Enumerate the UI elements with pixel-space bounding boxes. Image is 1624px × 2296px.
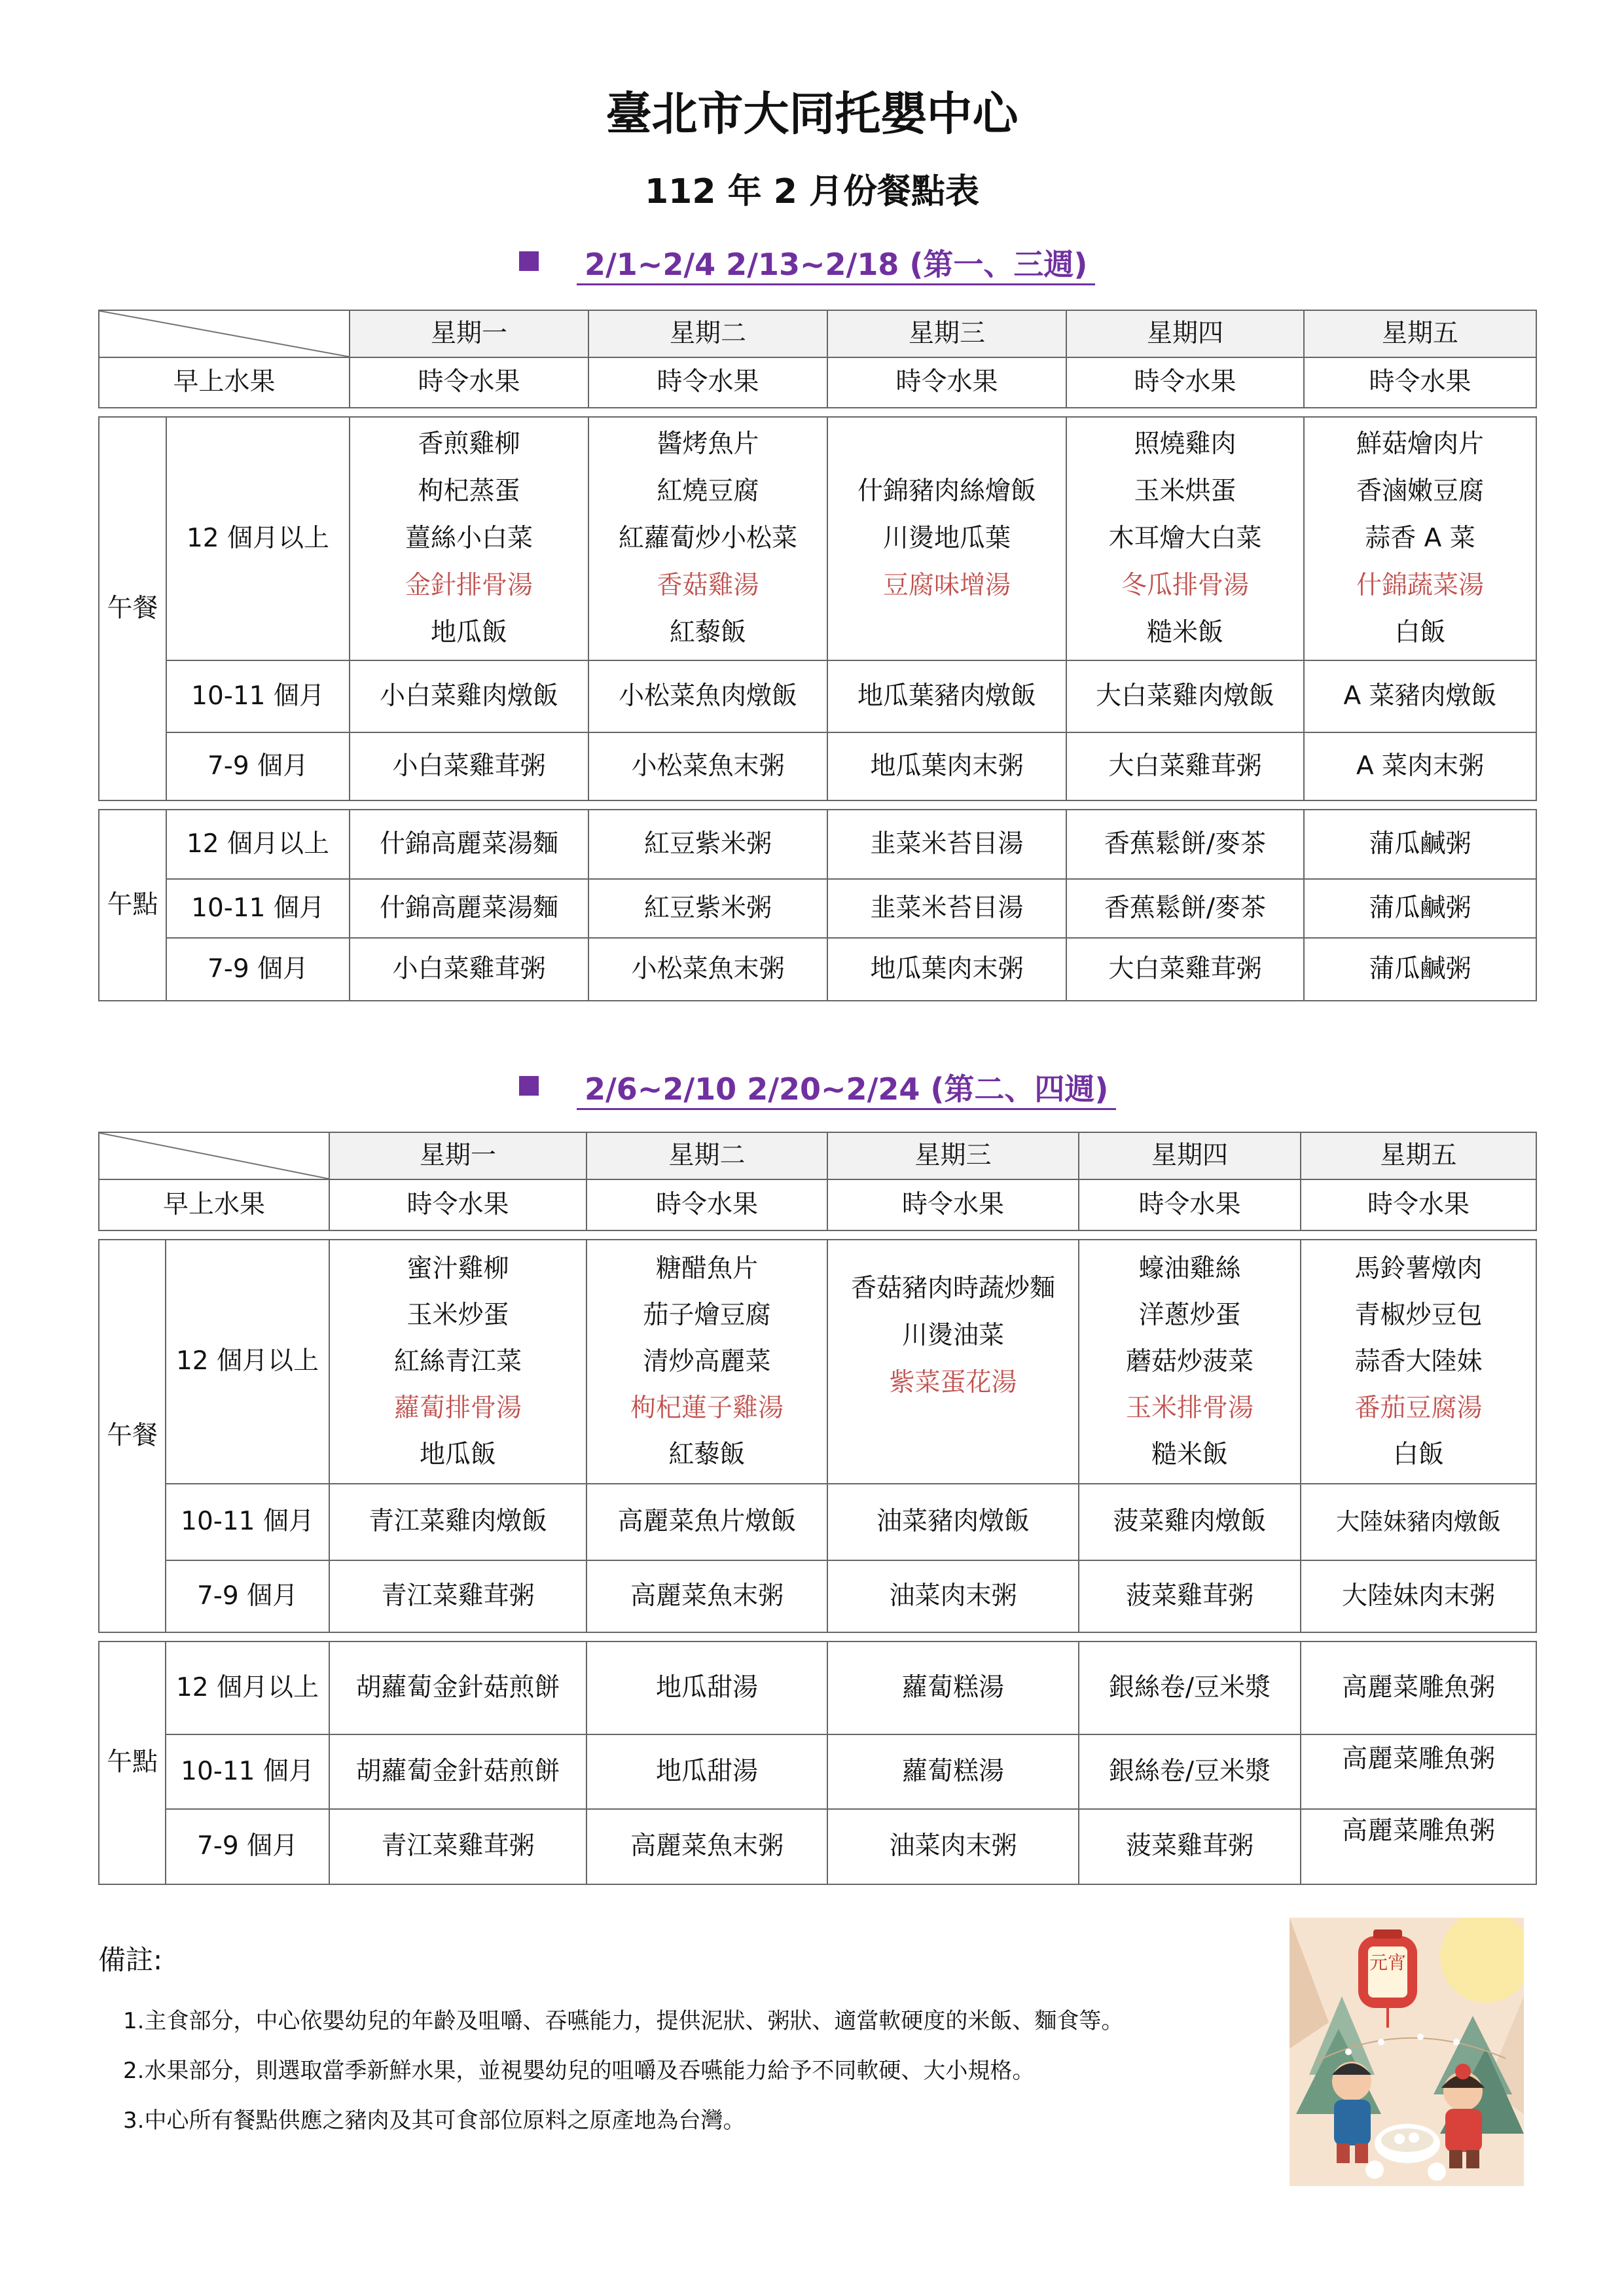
snack-cell: 蘿蔔糕湯 bbox=[827, 1734, 1079, 1809]
dish: 蜜汁雞柳 bbox=[406, 1254, 509, 1283]
age-label: 10-11 個月 bbox=[166, 1734, 329, 1809]
dish: 川燙油菜 bbox=[901, 1321, 1004, 1350]
fruit-cell: 時令水果 bbox=[1066, 357, 1304, 408]
dish: 洋蔥炒蛋 bbox=[1138, 1300, 1241, 1330]
soup: 什錦蔬菜湯 bbox=[1356, 571, 1484, 600]
lunch-cell-tue bbox=[586, 1240, 827, 1484]
dish: 什錦豬肉絲燴飯 bbox=[857, 476, 1036, 506]
snack-cell: 什錦高麗菜湯麵 bbox=[350, 879, 588, 938]
snack-row-7m bbox=[99, 1809, 1536, 1884]
day-header: 星期三 bbox=[827, 310, 1066, 357]
snack-cell: 蒲瓜鹹粥 bbox=[1304, 879, 1536, 938]
age-label: 12 個月以上 bbox=[166, 1641, 329, 1734]
lunch-row-10m bbox=[99, 660, 1536, 732]
day-header: 星期一 bbox=[350, 310, 588, 357]
fruit-cell: 時令水果 bbox=[1079, 1179, 1301, 1230]
week-a-label: 2/1~2/4 2/13~2/18 (第一、三週) bbox=[577, 247, 1095, 285]
lunch-cell: 小松菜魚末粥 bbox=[588, 732, 827, 800]
lunch-cell: 小松菜魚肉燉飯 bbox=[588, 660, 827, 732]
lunch-cell: 高麗菜魚末粥 bbox=[586, 1560, 827, 1632]
snack-cell: 地瓜甜湯 bbox=[586, 1641, 827, 1734]
lunch-cell: 大陸妹肉末粥 bbox=[1301, 1560, 1536, 1632]
fruit-cell: 時令水果 bbox=[1304, 357, 1536, 408]
week-a-heading bbox=[519, 241, 1095, 284]
lunch-row-12m bbox=[99, 417, 1536, 660]
age-label: 7-9 個月 bbox=[166, 938, 350, 1001]
fruit-cell: 時令水果 bbox=[827, 357, 1066, 408]
soup: 金針排骨湯 bbox=[405, 571, 533, 600]
day-header: 星期五 bbox=[1301, 1132, 1536, 1179]
square-bullet-icon bbox=[519, 1076, 539, 1096]
dish: 香滷嫩豆腐 bbox=[1356, 476, 1484, 506]
soup: 紫菜蛋花湯 bbox=[889, 1368, 1017, 1397]
day-header: 星期一 bbox=[329, 1132, 586, 1179]
note-item: 2.水果部分，則選取當季新鮮水果，並視嬰幼兒的咀嚼及吞嚥能力給予不同軟硬、大小規格。 bbox=[123, 2058, 1035, 2084]
snack-cell: 紅豆紫米粥 bbox=[588, 810, 827, 879]
soup: 蘿蔔排骨湯 bbox=[393, 1393, 522, 1423]
soup: 冬瓜排骨湯 bbox=[1121, 571, 1249, 600]
dish: 清炒高麗菜 bbox=[643, 1347, 771, 1376]
soup: 豆腐味增湯 bbox=[882, 571, 1011, 600]
lunch-cell: 油菜豬肉燉飯 bbox=[827, 1484, 1079, 1560]
separator-row bbox=[99, 408, 1536, 417]
lunch-cell: 青江菜雞茸粥 bbox=[329, 1560, 586, 1632]
snack-cell: 高麗菜雕魚粥 bbox=[1301, 1809, 1536, 1884]
lunch-cell: A 菜肉末粥 bbox=[1304, 732, 1536, 800]
fruit-cell: 時令水果 bbox=[586, 1179, 827, 1230]
staple: 糙米飯 bbox=[1151, 1440, 1228, 1469]
week-b-label: 2/6~2/10 2/20~2/24 (第二、四週) bbox=[577, 1071, 1116, 1110]
snack-cell: 紅豆紫米粥 bbox=[588, 879, 827, 938]
soup: 玉米排骨湯 bbox=[1125, 1393, 1254, 1423]
note-item: 1.主食部分，中心依嬰幼兒的年齡及咀嚼、吞嚥能力，提供泥狀、粥狀、適當軟硬度的米飯、麵食等。 bbox=[123, 2008, 1124, 2034]
staple: 地瓜飯 bbox=[430, 618, 507, 647]
week-b-heading bbox=[519, 1066, 1116, 1109]
snack-cell: 韭菜米苔目湯 bbox=[827, 810, 1066, 879]
dish: 蒜香大陸妹 bbox=[1354, 1347, 1483, 1376]
dish: 香煎雞柳 bbox=[418, 429, 520, 459]
snack-cell: 胡蘿蔔金針菇煎餅 bbox=[329, 1734, 586, 1809]
snack-cell: 香蕉鬆餅/麥茶 bbox=[1066, 879, 1304, 938]
dish: 照燒雞肉 bbox=[1134, 429, 1236, 459]
lunch-label: 午餐 bbox=[99, 1240, 166, 1632]
lunch-cell-fri bbox=[1301, 1240, 1536, 1484]
lunch-row-7m bbox=[99, 732, 1536, 800]
snack-cell: 什錦高麗菜湯麵 bbox=[350, 810, 588, 879]
snack-row-10m bbox=[99, 879, 1536, 938]
snack-cell: 蒲瓜鹹粥 bbox=[1304, 810, 1536, 879]
lunch-cell-wed bbox=[827, 417, 1066, 660]
day-header: 星期二 bbox=[588, 310, 827, 357]
age-label: 7-9 個月 bbox=[166, 1560, 329, 1632]
fruit-row bbox=[99, 357, 1536, 408]
staple: 糙米飯 bbox=[1146, 618, 1223, 647]
week-a-table bbox=[98, 310, 1537, 1001]
age-label: 12 個月以上 bbox=[166, 810, 350, 879]
lunch-cell-thu bbox=[1079, 1240, 1301, 1484]
lunch-cell-mon bbox=[329, 1240, 586, 1484]
snack-cell: 大白菜雞茸粥 bbox=[1066, 938, 1304, 1001]
lunch-cell: 地瓜葉肉末粥 bbox=[827, 732, 1066, 800]
notes-title: 備註: bbox=[98, 1944, 163, 1976]
dish: 薑絲小白菜 bbox=[405, 524, 533, 553]
dish: 紅燒豆腐 bbox=[657, 476, 759, 506]
separator-row bbox=[99, 800, 1536, 810]
lunch-cell: 大白菜雞肉燉飯 bbox=[1066, 660, 1304, 732]
age-label: 10-11 個月 bbox=[166, 1484, 329, 1560]
day-header: 星期三 bbox=[827, 1132, 1079, 1179]
snack-cell: 油菜肉末粥 bbox=[827, 1809, 1079, 1884]
notes-section bbox=[98, 1939, 1123, 2145]
day-header: 星期二 bbox=[586, 1132, 827, 1179]
dish: 醬烤魚片 bbox=[657, 429, 759, 459]
dish: 蠔油雞絲 bbox=[1138, 1254, 1241, 1283]
soup: 番茄豆腐湯 bbox=[1354, 1393, 1483, 1423]
snack-cell: 青江菜雞茸粥 bbox=[329, 1809, 586, 1884]
fruit-row bbox=[99, 1179, 1536, 1230]
dish: 糖醋魚片 bbox=[655, 1254, 758, 1283]
staple: 紅藜飯 bbox=[669, 618, 746, 647]
dish: 馬鈴薯燉肉 bbox=[1354, 1254, 1483, 1283]
page-title: 臺北市大同托嬰中心 bbox=[605, 87, 1019, 141]
dish: 蒜香 A 菜 bbox=[1365, 524, 1475, 553]
lunch-cell: A 菜豬肉燉飯 bbox=[1304, 660, 1536, 732]
page-subtitle: 112 年 2 月份餐點表 bbox=[644, 172, 980, 211]
snack-cell: 地瓜甜湯 bbox=[586, 1734, 827, 1809]
age-label: 10-11 個月 bbox=[166, 879, 350, 938]
snack-cell: 菠菜雞茸粥 bbox=[1079, 1809, 1301, 1884]
lunch-cell: 小白菜雞茸粥 bbox=[350, 732, 588, 800]
lunch-row-12m bbox=[99, 1240, 1536, 1484]
age-label: 12 個月以上 bbox=[166, 417, 350, 660]
snack-row-12m bbox=[99, 1641, 1536, 1734]
staple: 地瓜飯 bbox=[419, 1440, 496, 1469]
dish: 香菇豬肉時蔬炒麵 bbox=[850, 1274, 1055, 1303]
diagonal-corner-cell bbox=[99, 310, 350, 357]
soup: 香菇雞湯 bbox=[657, 571, 759, 600]
snack-label: 午點 bbox=[99, 1641, 166, 1884]
dish: 青椒炒豆包 bbox=[1354, 1300, 1483, 1330]
snack-row-10m bbox=[99, 1734, 1536, 1809]
snack-cell: 小白菜雞茸粥 bbox=[350, 938, 588, 1001]
snack-cell: 地瓜葉肉末粥 bbox=[827, 938, 1066, 1001]
snack-cell: 銀絲卷/豆米漿 bbox=[1079, 1734, 1301, 1809]
fruit-cell: 時令水果 bbox=[350, 357, 588, 408]
day-header: 星期四 bbox=[1066, 310, 1304, 357]
snack-cell: 銀絲卷/豆米漿 bbox=[1079, 1641, 1301, 1734]
snack-cell: 蒲瓜鹹粥 bbox=[1304, 938, 1536, 1001]
staple: 紅藜飯 bbox=[668, 1440, 746, 1469]
day-header: 星期五 bbox=[1304, 310, 1536, 357]
age-label: 10-11 個月 bbox=[166, 660, 350, 732]
age-label: 12 個月以上 bbox=[166, 1240, 329, 1484]
separator-row bbox=[99, 1230, 1536, 1240]
snack-cell: 韭菜米苔目湯 bbox=[827, 879, 1066, 938]
lunch-row-7m bbox=[99, 1560, 1536, 1632]
age-label: 7-9 個月 bbox=[166, 1809, 329, 1884]
lantern-festival-illustration bbox=[1290, 1918, 1524, 2186]
staple: 白飯 bbox=[1394, 618, 1446, 647]
snack-cell: 蘿蔔糕湯 bbox=[827, 1641, 1079, 1734]
lunch-cell: 小白菜雞肉燉飯 bbox=[350, 660, 588, 732]
week-a-day-header-row bbox=[99, 310, 1536, 357]
dish: 茄子燴豆腐 bbox=[643, 1300, 771, 1330]
snack-row-12m bbox=[99, 810, 1536, 879]
dish: 蘑菇炒菠菜 bbox=[1125, 1347, 1254, 1376]
snack-cell: 高麗菜雕魚粥 bbox=[1301, 1641, 1536, 1734]
lunch-cell: 大白菜雞茸粥 bbox=[1066, 732, 1304, 800]
lunch-cell-wed bbox=[827, 1240, 1079, 1484]
lunch-cell: 菠菜雞肉燉飯 bbox=[1079, 1484, 1301, 1560]
snack-cell: 小松菜魚末粥 bbox=[588, 938, 827, 1001]
snack-label: 午點 bbox=[99, 810, 166, 1001]
snack-cell: 胡蘿蔔金針菇煎餅 bbox=[329, 1641, 586, 1734]
snack-cell: 香蕉鬆餅/麥茶 bbox=[1066, 810, 1304, 879]
dish: 玉米烘蛋 bbox=[1134, 476, 1236, 506]
week-b-day-header-row bbox=[99, 1132, 1536, 1179]
lunch-cell: 油菜肉末粥 bbox=[827, 1560, 1079, 1632]
lunch-cell: 大陸妹豬肉燉飯 bbox=[1301, 1484, 1536, 1560]
fruit-cell: 時令水果 bbox=[1301, 1179, 1536, 1230]
day-header: 星期四 bbox=[1079, 1132, 1301, 1179]
snack-row-7m bbox=[99, 938, 1536, 1001]
lunch-cell: 青江菜雞肉燉飯 bbox=[329, 1484, 586, 1560]
lunch-label: 午餐 bbox=[99, 417, 166, 800]
illustration-icon bbox=[1290, 1918, 1524, 2186]
lunch-cell: 地瓜葉豬肉燉飯 bbox=[827, 660, 1066, 732]
week-b-table bbox=[98, 1132, 1537, 1885]
dish: 玉米炒蛋 bbox=[406, 1300, 509, 1330]
fruit-cell: 時令水果 bbox=[329, 1179, 586, 1230]
snack-cell: 高麗菜雕魚粥 bbox=[1301, 1734, 1536, 1809]
age-label: 7-9 個月 bbox=[166, 732, 350, 800]
lunch-cell-fri bbox=[1304, 417, 1536, 660]
dish: 川燙地瓜葉 bbox=[882, 524, 1011, 553]
lantern-text: 元宵 bbox=[1369, 1952, 1407, 1973]
fruit-label: 早上水果 bbox=[99, 357, 350, 408]
lunch-row-10m bbox=[99, 1484, 1536, 1560]
lunch-cell-mon bbox=[350, 417, 588, 660]
lunch-cell-thu bbox=[1066, 417, 1304, 660]
square-bullet-icon bbox=[519, 251, 539, 271]
snack-cell: 高麗菜魚末粥 bbox=[586, 1809, 827, 1884]
separator-row bbox=[99, 1632, 1536, 1641]
note-item: 3.中心所有餐點供應之豬肉及其可食部位原料之原產地為台灣。 bbox=[123, 2108, 746, 2134]
dish: 枸杞蒸蛋 bbox=[418, 476, 520, 506]
lunch-cell: 高麗菜魚片燉飯 bbox=[586, 1484, 827, 1560]
fruit-label: 早上水果 bbox=[99, 1179, 329, 1230]
dish: 鮮菇燴肉片 bbox=[1356, 429, 1484, 459]
lunch-cell-tue bbox=[588, 417, 827, 660]
fruit-cell: 時令水果 bbox=[827, 1179, 1079, 1230]
fruit-cell: 時令水果 bbox=[588, 357, 827, 408]
dish: 木耳燴大白菜 bbox=[1108, 524, 1262, 553]
dish: 紅蘿蔔炒小松菜 bbox=[618, 524, 797, 553]
soup: 枸杞蓮子雞湯 bbox=[630, 1393, 784, 1423]
diagonal-corner-cell bbox=[99, 1132, 329, 1179]
lunch-cell: 菠菜雞茸粥 bbox=[1079, 1560, 1301, 1632]
dish: 紅絲青江菜 bbox=[393, 1347, 522, 1376]
staple: 白飯 bbox=[1392, 1440, 1444, 1469]
